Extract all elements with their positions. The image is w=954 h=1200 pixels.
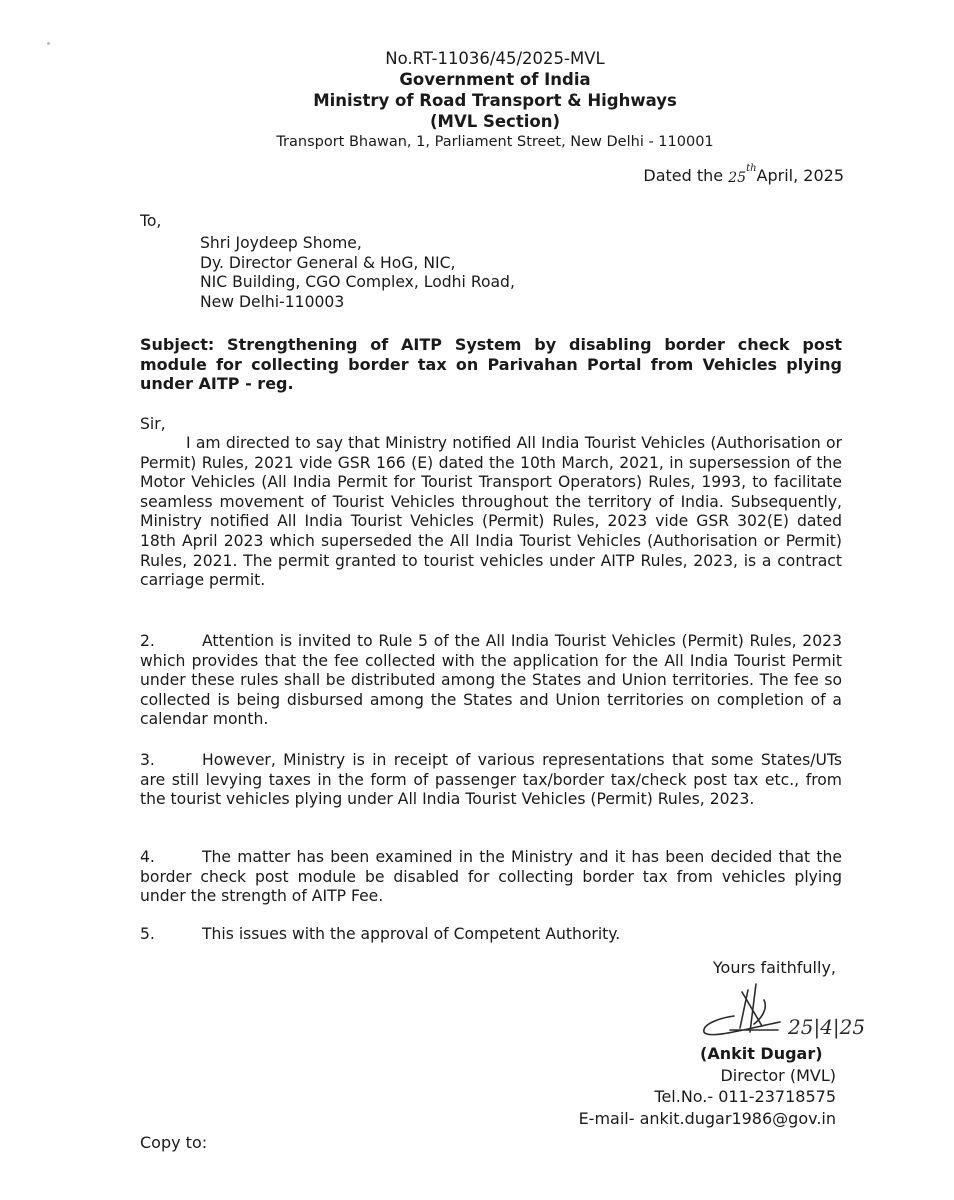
subject-line: Subject: Strengthening of AITP System by disabling border check post module for collecting border tax on Parivahan Portal from Vehicles plying under AITP - reg.: [140, 335, 842, 393]
paragraph-text: I am directed to say that Ministry notified All India Tourist Vehicles (Authorisation or Permit) Rules, 2021 vide GSR 166 (E) dated the 10th March, 2021, in supersession of the Motor Vehicles (All India Permit for Tourist Transport Operators) Rules, 1993, to facilitate seamless movement of Tourist Vehicles throughout the territory of India. Subsequently, Ministry notified All India Tourist Vehicles (Permit) Rules, 2023 vide GSR 302(E) dated 18th April 2023 which superseded the All India Tourist Vehicles (Authorisation or Permit) Rules, 2021. The permit granted to tourist vehicles under AITP Rules, 2023, is a contract carriage permit.: [140, 434, 842, 590]
addressee-block: [200, 234, 515, 312]
section-title: (MVL Section): [429, 112, 560, 131]
paragraph-text: The matter has been examined in the Ministry and it has been decided that the border check post module be disabled for collecting border tax from vehicles plying under the strength of AITP Fee.: [140, 848, 842, 906]
addressee-line: NIC Building, CGO Complex, Lodhi Road,: [200, 273, 515, 291]
paragraph-2: [140, 632, 842, 730]
paragraph-number: 5.: [140, 925, 155, 943]
paragraph-5: [140, 925, 842, 945]
date-prefix: Dated the: [643, 166, 729, 185]
salutation: Sir,: [140, 415, 166, 433]
paragraph-text: This issues with the approval of Competent Authority.: [202, 925, 621, 943]
office-address: Transport Bhawan, 1, Parliament Street, New Delhi - 110001: [276, 134, 714, 150]
signatory-telephone: Tel.No.- 011-23718575: [654, 1087, 836, 1106]
signatory-email: E-mail- ankit.dugar1986@gov.in: [578, 1109, 836, 1128]
paragraph-text: Attention is invited to Rule 5 of the All India Tourist Vehicles (Permit) Rules, 2023 which provides that the fee collected with the application for the All India Tourist Permit under these rules shall be distributed among the States and Union territories. The fee so collected is being disbursed among the States and Union territories on completion of a calendar month.: [140, 632, 842, 729]
paragraph-4: [140, 848, 842, 907]
file-number: No.RT-11036/45/2025-MVL: [385, 49, 605, 68]
scan-speck: [47, 42, 50, 45]
date-rest: April, 2025: [756, 166, 844, 185]
signatory-designation: Director (MVL): [720, 1066, 836, 1085]
signatory-name: (Ankit Dugar): [700, 1044, 823, 1063]
to-label: To,: [140, 212, 162, 230]
signature-date: 25|4|25: [788, 1015, 866, 1039]
addressee-line: Shri Joydeep Shome,: [200, 234, 362, 252]
paragraph-1: [140, 434, 842, 591]
addressee-line: Dy. Director General & HoG, NIC,: [200, 253, 456, 272]
copy-to-label: Copy to:: [140, 1133, 208, 1152]
addressee-line: New Delhi-110003: [200, 292, 345, 311]
government-title: Government of India: [399, 70, 591, 89]
signature-image: [690, 978, 890, 1050]
paragraph-number: 3.: [140, 751, 155, 769]
signature-scribble: [690, 978, 890, 1050]
paragraph-number: 2.: [140, 632, 155, 650]
paragraph-3: [140, 751, 842, 810]
closing: Yours faithfully,: [712, 958, 836, 977]
date-day-suffix: th: [746, 162, 757, 174]
letter-date: [643, 162, 844, 186]
paragraph-number: 4.: [140, 848, 155, 866]
ministry-title: Ministry of Road Transport & Highways: [313, 91, 677, 110]
date-day-handwritten: 25: [728, 170, 747, 186]
paragraph-text: However, Ministry is in receipt of various representations that some States/UTs are still levying taxes in the form of passenger tax/border tax/check post tax etc., from the tourist vehicles plying under All India Tourist Vehicles (Permit) Rules, 2023.: [140, 751, 842, 809]
